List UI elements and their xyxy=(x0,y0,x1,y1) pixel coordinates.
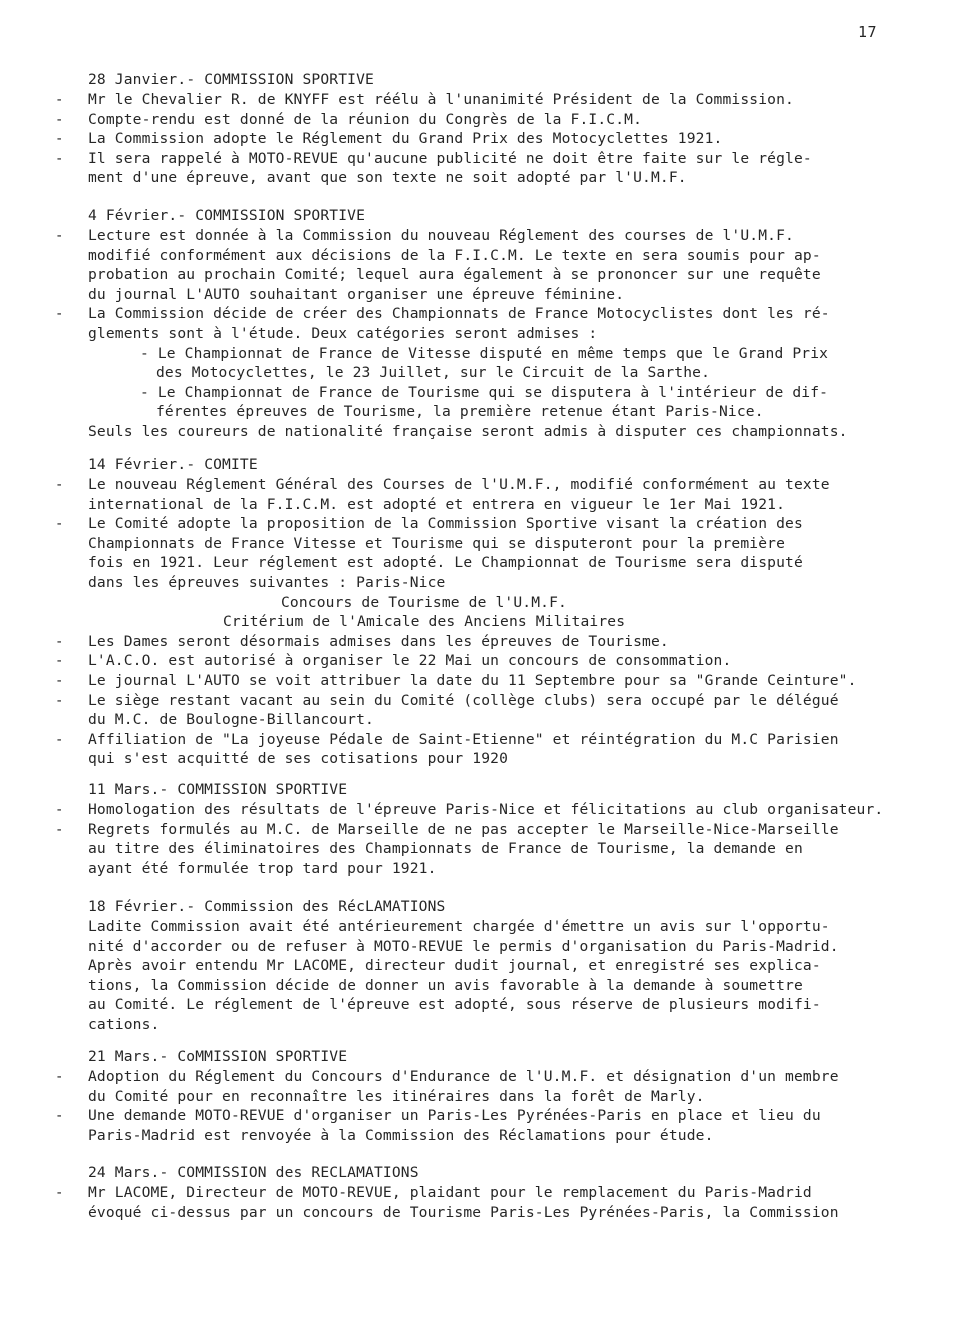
bullet-dash: - xyxy=(55,802,64,818)
section-date: 14 Février. xyxy=(88,456,187,473)
minutes-line: au titre des éliminatoires des Championnats de France de Tourisme, la demande en xyxy=(88,840,803,858)
minutes-line: Homologation des résultats de l'épreuve Paris-Nice et félicitations au club organisateur. xyxy=(88,801,884,818)
minutes-line: - Le Championnat de France de Tourisme qui se disputera à l'intérieur de dif- xyxy=(140,383,829,401)
bullet-dash: - xyxy=(55,306,64,323)
bullet-dash: - xyxy=(55,673,64,689)
bullet-dash: - xyxy=(55,150,64,167)
minutes-line: Mr LACOME, Directeur de MOTO-REVUE, plaidant pour le remplacement du Paris-Madrid xyxy=(88,1184,812,1201)
minutes-line: - Le Championnat de France de Vitesse disputé en même temps que le Grand Prix xyxy=(140,344,829,362)
minutes-line: glements sont à l'étude. Deux catégories seront admises : xyxy=(88,325,598,342)
minutes-line: du journal L'AUTO souhaitant organiser une épreuve féminine. xyxy=(88,285,625,303)
minutes-line: Après avoir entendu Mr LACOME, directeur dudit journal, et enregistré ses explica- xyxy=(88,957,821,975)
bullet-dash: - xyxy=(55,477,64,493)
minutes-line: Le siège restant vacant au sein du Comité (collège clubs) sera occupé par le délégué xyxy=(88,691,839,709)
bullet-dash: - xyxy=(55,228,64,244)
section-body-name: CoMMISSION SPORTIVE xyxy=(177,1048,348,1065)
section-date: 11 Mars. xyxy=(88,781,160,798)
minutes-line: Le journal L'AUTO se voit attribuer la date du 11 Septembre pour sa "Grande Ceinture". xyxy=(88,672,857,689)
bullet-dash: - xyxy=(55,92,64,108)
section-heading xyxy=(88,206,365,226)
heading-separator: - xyxy=(186,898,205,915)
section-body-name: COMMISSION des RECLAMATIONS xyxy=(177,1164,419,1181)
section-body-name: COMITE xyxy=(204,456,258,473)
minutes-line: Regrets formulés au M.C. de Marseille de ne pas accepter le Marseille-Nice-Marseille xyxy=(88,820,839,838)
heading-separator: - xyxy=(186,71,205,88)
minutes-line: tions, la Commission décide de donner un avis favorable à la demande à soumettre xyxy=(88,976,803,994)
page-number: 17 xyxy=(858,23,878,41)
section-heading xyxy=(88,780,347,800)
minutes-line: Adoption du Réglement du Concours d'Endurance de l'U.M.F. et désignation d'un membre xyxy=(88,1068,839,1085)
minutes-line: probation au prochain Comité; lequel aura également à se prononcer sur une requête xyxy=(88,266,821,284)
minutes-line: Championnats de France Vitesse et Tourisme qui se disputeront pour la première xyxy=(88,534,786,552)
minutes-line: ment d'une épreuve, avant que son texte ne soit adopté par l'U.M.F. xyxy=(88,169,687,187)
minutes-line: La Commission adopte le Réglement du Grand Prix des Motocyclettes 1921. xyxy=(88,130,723,148)
bullet-dash: - xyxy=(55,692,64,709)
bullet-dash: - xyxy=(55,111,64,128)
minutes-line: des Motocyclettes, le 23 Juillet, sur le Circuit de la Sarthe. xyxy=(156,364,711,382)
bullet-dash: - xyxy=(55,1069,64,1085)
bullet-dash: - xyxy=(55,821,64,838)
minutes-line: qui s'est acquitté de ses cotisations pour 1920 xyxy=(88,750,509,768)
section-heading xyxy=(88,455,258,475)
section-date: 21 Mars. xyxy=(88,1048,160,1065)
minutes-line: Compte-rendu est donné de la réunion du Congrès de la F.I.C.M. xyxy=(88,110,643,128)
heading-separator: - xyxy=(159,781,178,798)
minutes-line: modifié conformément aux décisions de la F.I.C.M. Le texte en sera soumis pour ap- xyxy=(88,246,821,264)
bullet-dash: - xyxy=(55,633,64,650)
minutes-line: dans les épreuves suivantes : Paris-Nice xyxy=(88,574,446,591)
minutes-line: Seuls les coureurs de nationalité française seront admis à disputer ces championnats. xyxy=(88,423,848,440)
bullet-dash: - xyxy=(55,1108,64,1125)
minutes-line: Critérium de l'Amicale des Anciens Militaires xyxy=(223,613,626,631)
bullet-dash: - xyxy=(55,1185,64,1201)
bullet-dash: - xyxy=(55,516,64,533)
section-date: 4 Février. xyxy=(88,207,178,224)
section-heading xyxy=(88,1047,347,1067)
minutes-line: Les Dames seront désormais admises dans les épreuves de Tourisme. xyxy=(88,632,669,650)
minutes-line: Mr le Chevalier R. de KNYFF est réélu à l'unanimité Président de la Commission. xyxy=(88,91,794,108)
section-body-name: COMMISSION SPORTIVE xyxy=(177,781,348,798)
minutes-line: Affiliation de "La joyeuse Pédale de Saint-Etienne" et réintégration du M.C Parisien xyxy=(88,730,839,748)
minutes-line: évoqué ci-dessus par un concours de Tourisme Paris-Les Pyrénées-Paris, la Commission xyxy=(88,1203,839,1221)
heading-separator: - xyxy=(186,456,205,473)
minutes-line: L'A.C.O. est autorisé à organiser le 22 Mai un concours de consommation. xyxy=(88,652,732,670)
heading-separator: - xyxy=(177,207,196,224)
section-body-name: COMMISSION SPORTIVE xyxy=(204,71,374,88)
minutes-line: nité d'accorder ou de refuser à MOTO-REVUE le permis d'organisation du Paris-Madrid. xyxy=(88,937,839,955)
minutes-line: férentes épreuves de Tourisme, la première retenue étant Paris-Nice. xyxy=(156,403,764,421)
section-date: 24 Mars. xyxy=(88,1164,160,1181)
minutes-line: Concours de Tourisme de l'U.M.F. xyxy=(281,593,567,611)
minutes-line: international de la F.I.C.M. est adopté et entrera en vigueur le 1er Mai 1921. xyxy=(88,495,786,513)
minutes-line: du M.C. de Boulogne-Billancourt. xyxy=(88,711,374,729)
minutes-line: ayant été formulée trop tard pour 1921. xyxy=(88,859,437,877)
section-heading xyxy=(88,1163,419,1183)
minutes-line: Une demande MOTO-REVUE d'organiser un Paris-Les Pyrénées-Paris en place et lieu du xyxy=(88,1107,821,1125)
minutes-line: au Comité. Le réglement de l'épreuve est adopté, sous réserve de plusieurs modifi- xyxy=(88,996,821,1014)
minutes-line: du Comité pour en reconnaître les itinéraires dans la forêt de Marly. xyxy=(88,1087,705,1105)
bullet-dash: - xyxy=(55,131,64,148)
minutes-line: Le Comité adopte la proposition de la Commission Sportive visant la création des xyxy=(88,515,803,533)
section-date: 28 Janvier. xyxy=(88,71,187,88)
heading-separator: - xyxy=(159,1164,178,1181)
section-heading xyxy=(88,70,374,90)
minutes-line: cations. xyxy=(88,1016,160,1033)
bullet-dash: - xyxy=(55,731,64,748)
minutes-line: La Commission décide de créer des Championnats de France Motocyclistes dont les ré- xyxy=(88,305,830,323)
section-date: 18 Février. xyxy=(88,898,187,915)
minutes-line: Lecture est donnée à la Commission du nouveau Réglement des courses de l'U.M.F. xyxy=(88,227,794,244)
minutes-line: Il sera rappelé à MOTO-REVUE qu'aucune publicité ne doit être faite sur le régle- xyxy=(88,149,812,167)
heading-separator: - xyxy=(159,1048,178,1065)
minutes-line: fois en 1921. Leur réglement est adopté. Le Championnat de Tourisme sera disputé xyxy=(88,554,803,572)
minutes-line: Le nouveau Réglement Général des Courses de l'U.M.F., modifié conformément au texte xyxy=(88,476,830,493)
minutes-line: Paris-Madrid est renvoyée à la Commission des Réclamations pour étude. xyxy=(88,1126,714,1144)
section-body-name: Commission des RécLAMATIONS xyxy=(204,898,446,915)
section-body-name: COMMISSION SPORTIVE xyxy=(195,207,366,224)
bullet-dash: - xyxy=(55,653,64,670)
section-heading xyxy=(88,897,445,917)
minutes-line: Ladite Commission avait été antérieurement chargée d'émettre un avis sur l'opportu- xyxy=(88,918,830,935)
